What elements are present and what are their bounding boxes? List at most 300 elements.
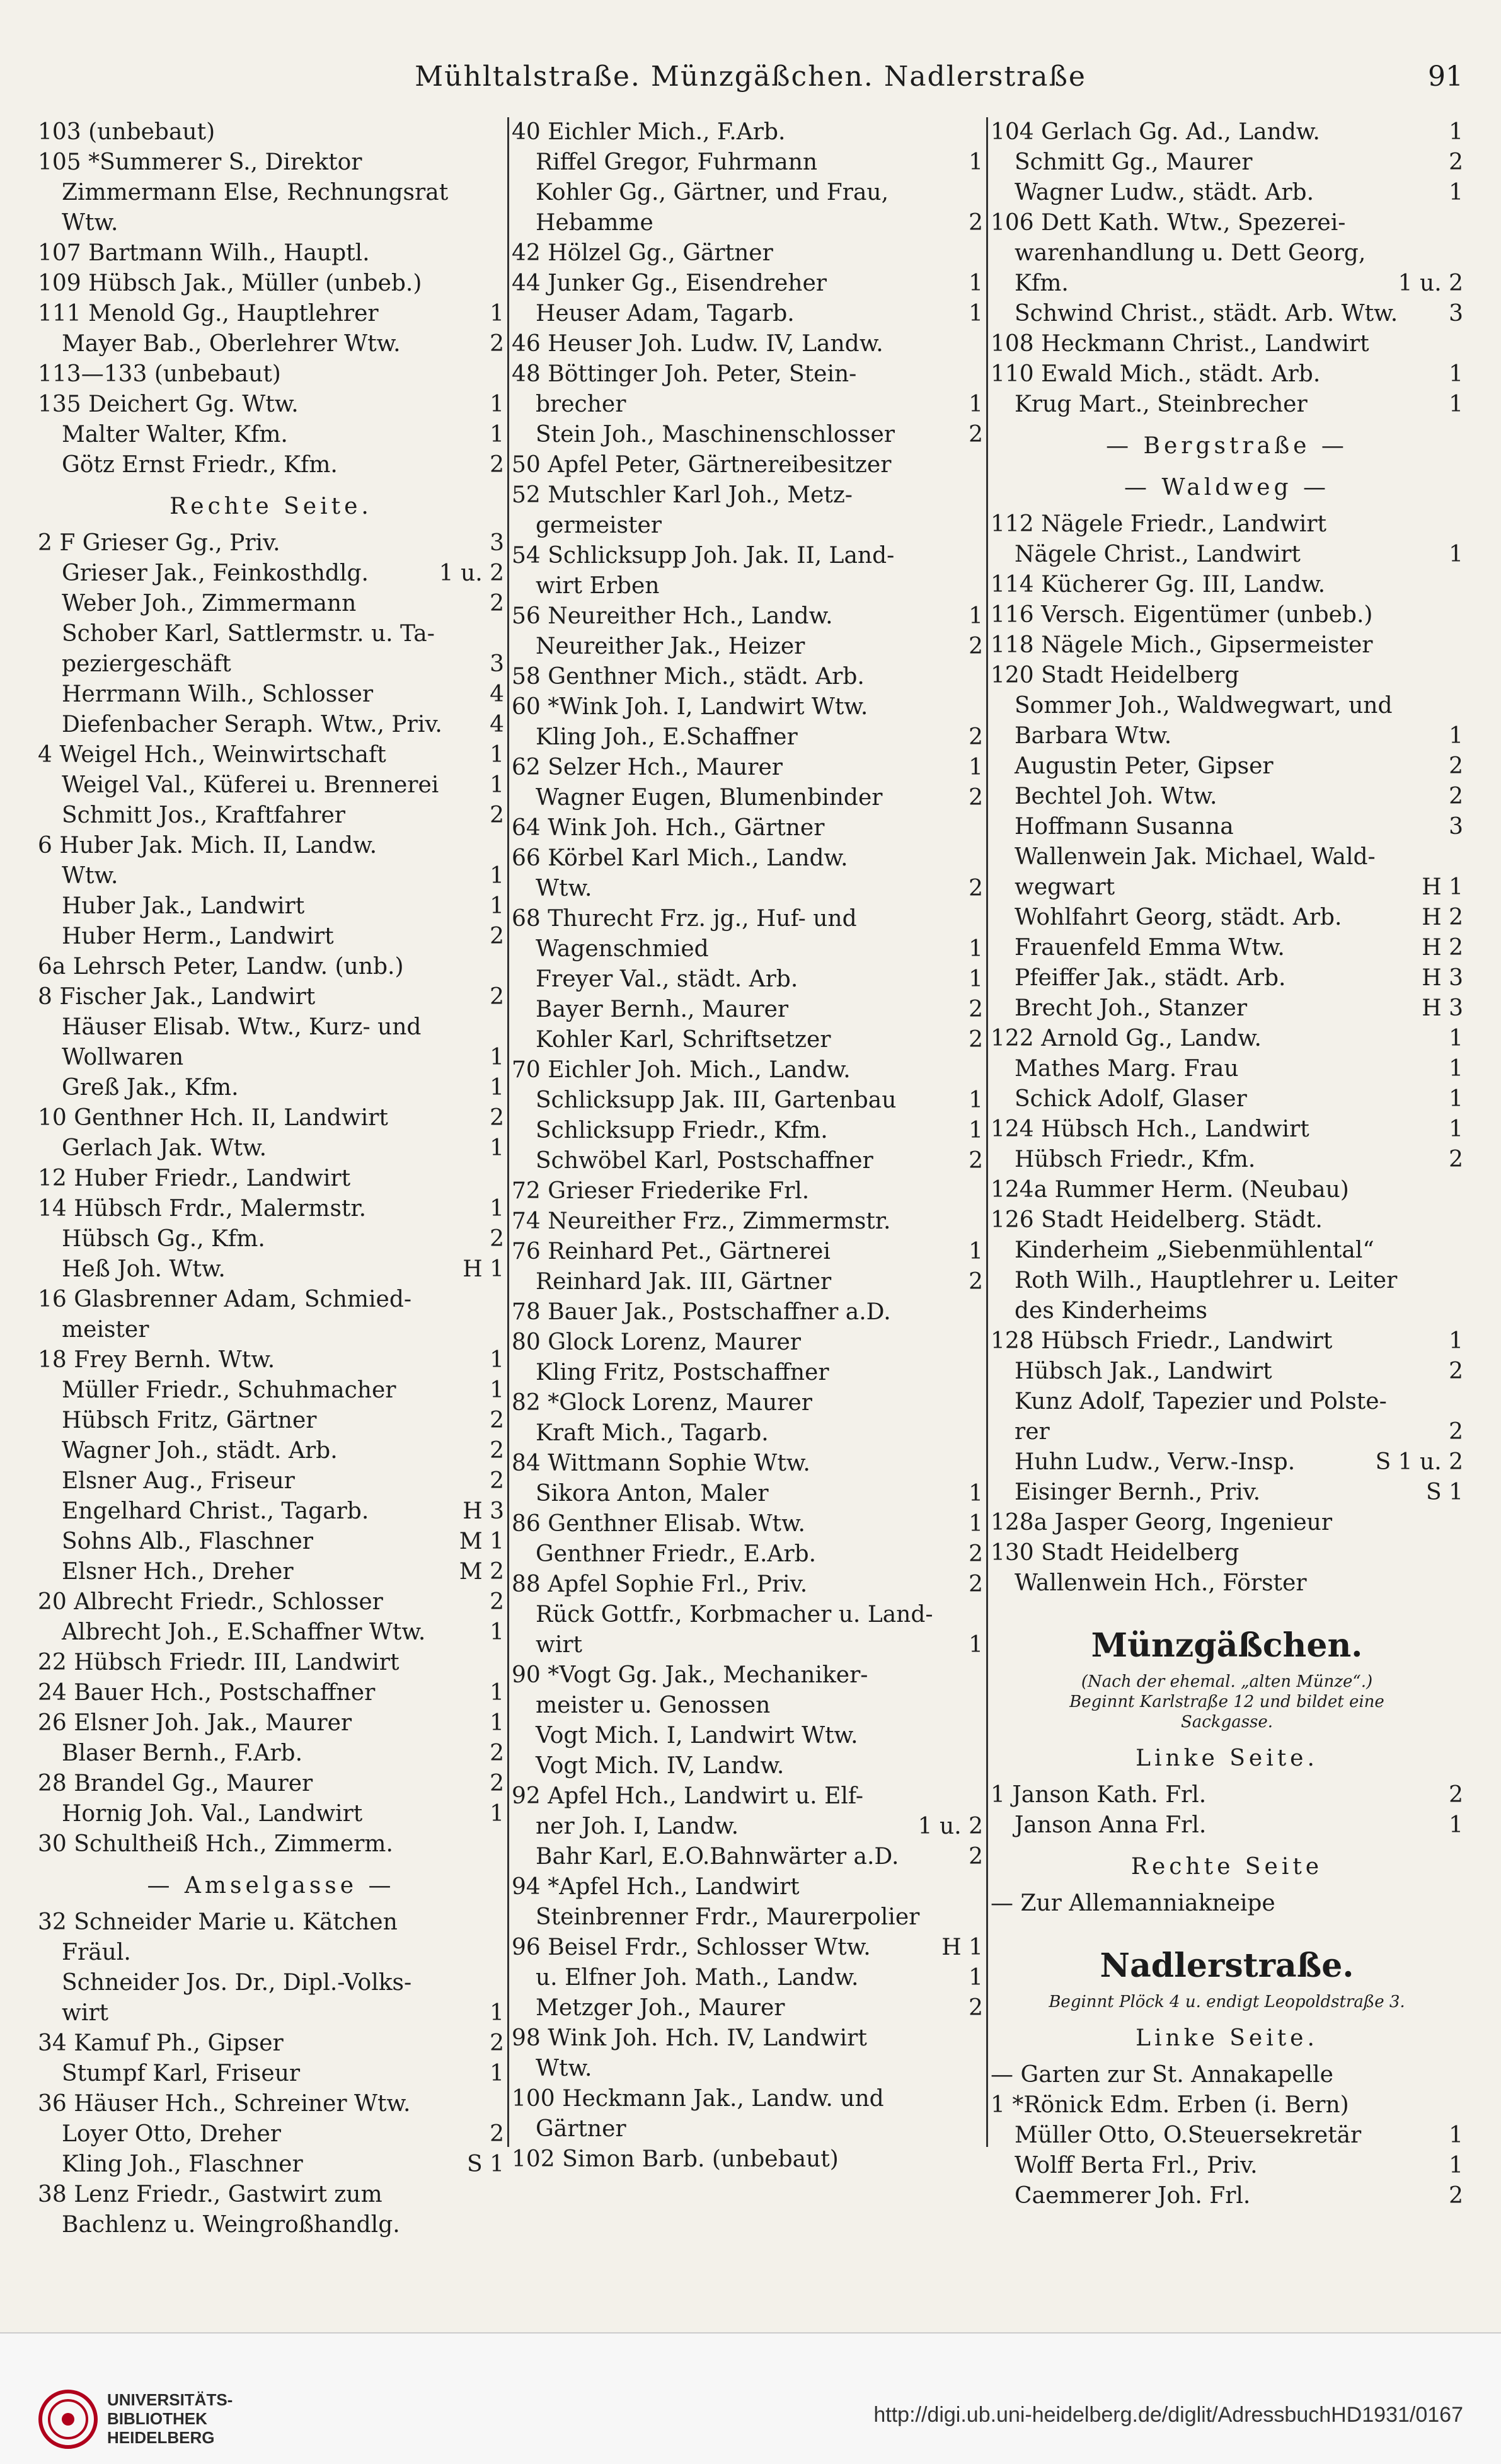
entry-text: u. Elfner Joh. Math., Landw. [536, 1965, 859, 1991]
resident-entry [512, 1116, 983, 1146]
floor-number: 2 [969, 1269, 983, 1295]
resident-entry [38, 1254, 504, 1285]
entry-text: Hoffmann Susanna [1015, 814, 1234, 840]
resident-entry [512, 1751, 983, 1781]
floor-number: 1 [969, 301, 983, 327]
floor-number: 1 [969, 936, 983, 962]
floor-number: H 1 [463, 1256, 504, 1282]
resident-entry [38, 922, 504, 952]
street-heading: Münzgäßchen. [1091, 1626, 1363, 1665]
house-entry [38, 1285, 504, 1315]
floor-number: 2 [969, 1027, 983, 1053]
entry-text: 24 Bauer Hch., Postschaffner [38, 1680, 376, 1706]
entry-text: Hübsch Jak., Landwirt [1015, 1358, 1272, 1384]
entry-text: Mathes Marg. Frau [1015, 1056, 1239, 1082]
entry-text: Kraft Mich., Tagarb. [536, 1420, 769, 1446]
house-entry [512, 269, 983, 299]
floor-number: 2 [490, 984, 504, 1010]
entry-text: Bahr Karl, E.O.Bahnwärter a.D. [536, 1844, 899, 1870]
entry-text: rer [1015, 1419, 1050, 1445]
street-note: Sackgasse. [1180, 1713, 1274, 1732]
entry-text: 70 Eichler Joh. Mich., Landw. [512, 1057, 851, 1083]
floor-number: 1 [490, 2061, 504, 2086]
entry-text: Wagner Ludw., städt. Arb. [1015, 180, 1314, 205]
entry-text: 88 Apfel Sophie Frl., Priv. [512, 1571, 808, 1597]
floor-number: 3 [1449, 814, 1463, 840]
resident-entry [38, 710, 504, 740]
page-title: Mühltalstraße. Münzgäßchen. Nadlerstraße [415, 61, 1086, 93]
street-note: Beginnt Karlstraße 12 und bildet eine [1069, 1692, 1384, 1711]
resident-entry [512, 1902, 983, 1933]
resident-entry [991, 269, 1463, 299]
floor-number: 1 [490, 893, 504, 919]
entry-text: 109 Hübsch Jak., Müller (unbeb.) [38, 270, 422, 296]
floor-number: H 3 [1422, 995, 1463, 1021]
entry-text: 116 Versch. Eigentümer (unbeb.) [991, 602, 1373, 628]
entry-text: 64 Wink Joh. Hch., Gärtner [512, 815, 825, 841]
entry-text: Rück Gottfr., Korbmacher u. Land- [536, 1602, 933, 1628]
floor-number: 1 [490, 1075, 504, 1101]
floor-number: 1 [490, 863, 504, 889]
floor-number: 4 [490, 681, 504, 707]
floor-number: 1 u. 2 [439, 560, 504, 586]
floor-number: H 1 [941, 1935, 983, 1960]
entry-text: Kling Fritz, Postschaffner [536, 1360, 829, 1385]
resident-entry [991, 1084, 1463, 1114]
floor-number: 1 [490, 301, 504, 327]
floor-number: 2 [490, 923, 504, 949]
house-entry [38, 1103, 504, 1133]
resident-entry [991, 993, 1463, 1024]
floor-number: 1 [969, 1239, 983, 1264]
floor-number: 1 u. 2 [917, 1813, 983, 1839]
house-entry [512, 1660, 983, 1691]
entry-text: Frauenfeld Emma Wtw. [1015, 935, 1285, 961]
resident-entry [38, 208, 504, 238]
entry-text: Elsner Hch., Dreher [62, 1559, 294, 1585]
floor-number: H 2 [1422, 935, 1463, 961]
house-entry [512, 813, 983, 843]
house-entry [991, 117, 1463, 147]
resident-entry [38, 1938, 504, 1968]
entry-text: Vogt Mich. IV, Landw. [536, 1753, 785, 1779]
entry-text: Wtw. [62, 863, 118, 889]
resident-entry [512, 511, 983, 541]
house-entry [991, 661, 1463, 691]
floor-number: 1 [1449, 2153, 1463, 2178]
entry-text: 76 Reinhard Pet., Gärtnerei [512, 1239, 831, 1264]
resident-entry [38, 891, 504, 922]
floor-number: 2 [490, 452, 504, 478]
floor-number: 1 [969, 755, 983, 780]
floor-number: 1 [1449, 1328, 1463, 1354]
house-entry [991, 329, 1463, 359]
entry-text: meister [62, 1317, 149, 1343]
resident-entry [512, 2114, 983, 2144]
resident-entry [512, 995, 983, 1025]
house-entry [991, 630, 1463, 661]
floor-number: 2 [490, 1740, 504, 1766]
house-entry [991, 600, 1463, 630]
column-divider [986, 117, 988, 2147]
entry-text: 46 Heuser Joh. Ludw. IV, Landw. [512, 331, 883, 357]
source-url[interactable]: http://digi.ub.uni-heidelberg.de/diglit/AdressbuchHD1931/0167 [873, 2403, 1463, 2427]
resident-entry [991, 1356, 1463, 1387]
entry-text: 114 Kücherer Gg. III, Landw. [991, 572, 1326, 598]
resident-entry [991, 721, 1463, 751]
entry-text: 72 Grieser Friederike Frl. [512, 1178, 810, 1204]
house-entry [991, 1205, 1463, 1235]
section-label: Rechte Seite [1130, 1854, 1323, 1880]
entry-text: 50 Apfel Peter, Gärtnereibesitzer [512, 452, 892, 478]
entry-text: Huhn Ludw., Verw.-Insp. [1015, 1449, 1296, 1475]
entry-text: Schneider Jos. Dr., Dipl.-Volks- [62, 1970, 412, 1996]
resident-entry [512, 1963, 983, 1993]
floor-number: 1 [490, 1044, 504, 1070]
resident-entry [38, 1466, 504, 1496]
entry-text: Heuser Adam, Tagarb. [536, 301, 795, 327]
column-left [38, 117, 504, 2238]
entry-text: Grieser Jak., Feinkosthdlg. [62, 560, 369, 586]
entry-text: 103 (unbebaut) [38, 119, 216, 145]
resident-entry [38, 1998, 504, 2028]
entry-text: 118 Nägele Mich., Gipsermeister [991, 632, 1373, 658]
house-entry [512, 2023, 983, 2054]
house-entry [512, 1206, 983, 1237]
entry-text: Genthner Friedr., E.Arb. [536, 1541, 817, 1567]
entry-text: Blaser Bernh., F.Arb. [62, 1740, 303, 1766]
entry-text: 110 Ewald Mich., städt. Arb. [991, 361, 1321, 387]
entry-text: Hübsch Fritz, Gärtner [62, 1408, 317, 1433]
resident-entry [38, 558, 504, 589]
entry-text: Wallenwein Hch., Förster [1015, 1570, 1307, 1596]
entry-text: 86 Genthner Elisab. Wtw. [512, 1511, 805, 1537]
entry-text: 60 *Wink Joh. I, Landwirt Wtw. [512, 694, 868, 720]
floor-number: 3 [490, 651, 504, 677]
entry-text: 90 *Vogt Gg. Jak., Mechaniker- [512, 1662, 868, 1688]
house-entry [38, 117, 504, 147]
entry-text: Zimmermann Else, Rechnungsrat [62, 180, 449, 205]
house-entry [991, 570, 1463, 600]
entry-text: Sikora Anton, Maler [536, 1481, 769, 1507]
entry-text: Riffel Gregor, Fuhrmann [536, 149, 818, 175]
floor-number: 2 [490, 2121, 504, 2147]
floor-number: 1 [1449, 361, 1463, 387]
resident-entry [512, 1691, 983, 1721]
floor-number: M 2 [459, 1559, 504, 1585]
entry-text: Elsner Aug., Friseur [62, 1468, 295, 1494]
resident-entry [991, 1447, 1463, 1478]
entry-text: 52 Mutschler Karl Joh., Metz- [512, 482, 853, 508]
resident-entry [512, 390, 983, 420]
entry-text: Wohlfahrt Georg, städt. Arb. [1015, 905, 1342, 930]
entry-text: Wagner Joh., städt. Arb. [62, 1438, 338, 1464]
entry-text: Krug Mart., Steinbrecher [1015, 391, 1308, 417]
entry-text: Schmitt Gg., Maurer [1015, 149, 1253, 175]
floor-number: 2 [969, 785, 983, 811]
resident-entry [38, 420, 504, 450]
floor-number: 1 [969, 1632, 983, 1658]
entry-text: 42 Hölzel Gg., Gärtner [512, 240, 773, 266]
resident-entry [512, 420, 983, 450]
street-heading: Nadlerstraße. [1100, 1946, 1354, 1985]
house-entry [512, 753, 983, 783]
entry-text: Augustin Peter, Gipser [1015, 753, 1274, 779]
resident-entry [991, 2181, 1463, 2211]
entry-text: 6 Huber Jak. Mich. II, Landw. [38, 833, 377, 859]
entry-text: Weigel Val., Küferei u. Brennerei [62, 772, 439, 798]
resident-entry [991, 933, 1463, 963]
address-columns [38, 117, 1463, 2238]
entry-text: 128a Jasper Georg, Ingenieur [991, 1510, 1333, 1536]
entry-text: 20 Albrecht Friedr., Schlosser [38, 1589, 383, 1615]
floor-number: 1 [490, 1801, 504, 1827]
entry-text: wirt Erben [536, 573, 660, 599]
house-entry [38, 299, 504, 329]
resident-entry [991, 1266, 1463, 1296]
resident-entry [512, 1993, 983, 2023]
resident-entry [512, 1267, 983, 1297]
resident-entry [38, 1496, 504, 1527]
floor-number: 2 [969, 997, 983, 1022]
house-entry [38, 1648, 504, 1678]
resident-entry [38, 1436, 504, 1466]
house-entry [991, 359, 1463, 390]
entry-text: 66 Körbel Karl Mich., Landw. [512, 845, 848, 871]
resident-entry [512, 147, 983, 178]
house-entry [38, 1345, 504, 1375]
house-entry [512, 1388, 983, 1418]
entry-text: 92 Apfel Hch., Landwirt u. Elf- [512, 1783, 864, 1809]
entry-text: Huber Jak., Landwirt [62, 893, 305, 919]
resident-entry [512, 1085, 983, 1116]
section-label: — Bergstraße — [1106, 433, 1348, 459]
resident-entry [512, 1721, 983, 1751]
resident-entry [38, 1224, 504, 1254]
entry-text: Mayer Bab., Oberlehrer Wtw. [62, 331, 401, 357]
entry-text: Engelhard Christ., Tagarb. [62, 1498, 369, 1524]
resident-entry [38, 1073, 504, 1103]
entry-text: 94 *Apfel Hch., Landwirt [512, 1874, 800, 1900]
house-entry [512, 1781, 983, 1812]
entry-text: Wtw. [536, 876, 592, 901]
floor-number: 2 [969, 1995, 983, 2021]
floor-number: 2 [969, 210, 983, 236]
entry-text: 6a Lehrsch Peter, Landw. (unb.) [38, 954, 404, 980]
floor-number: H 2 [1422, 905, 1463, 930]
entry-text: 16 Glasbrenner Adam, Schmied- [38, 1287, 412, 1312]
resident-entry [38, 178, 504, 208]
entry-text: 111 Menold Gg., Hauptlehrer [38, 301, 379, 327]
house-entry [38, 238, 504, 269]
entry-text: Schwind Christ., städt. Arb. Wtw. [1015, 301, 1398, 327]
house-entry [512, 1570, 983, 1600]
floor-number: 1 [969, 1118, 983, 1143]
resident-entry [38, 1527, 504, 1557]
entry-text: 107 Bartmann Wilh., Hauptl. [38, 240, 370, 266]
house-entry [38, 2089, 504, 2119]
house-entry [512, 450, 983, 480]
entry-text: 122 Arnold Gg., Landw. [991, 1026, 1262, 1051]
floor-number: 1 [1449, 723, 1463, 749]
house-entry [38, 2028, 504, 2059]
entry-text: 113—133 (unbebaut) [38, 361, 281, 387]
entry-text: Eisinger Bernh., Priv. [1015, 1479, 1261, 1505]
column-right [991, 117, 1463, 2209]
entry-text: Wagenschmied [536, 936, 709, 962]
entry-text: wirt [536, 1632, 583, 1658]
entry-text: 84 Wittmann Sophie Wtw. [512, 1450, 810, 1476]
floor-number: 2 [490, 1408, 504, 1433]
entry-text: 34 Kamuf Ph., Gipser [38, 2030, 284, 2056]
floor-number: H 3 [1422, 965, 1463, 991]
entry-text: Kling Joh., E.Schaffner [536, 724, 798, 750]
entry-text: Wtw. [536, 2056, 592, 2081]
house-entry [512, 480, 983, 511]
entry-text: 124 Hübsch Hch., Landwirt [991, 1116, 1309, 1142]
entry-text: Hübsch Friedr., Kfm. [1015, 1147, 1256, 1172]
entry-text: 58 Genthner Mich., städt. Arb. [512, 664, 865, 690]
floor-number: 1 [969, 1965, 983, 1991]
entry-text: Reinhard Jak. III, Gärtner [536, 1269, 832, 1295]
floor-number: 1 [1449, 1056, 1463, 1082]
house-entry [512, 1297, 983, 1327]
floor-number: 1 [1449, 541, 1463, 567]
house-entry [512, 1509, 983, 1539]
floor-number: S 1 u. 2 [1375, 1449, 1463, 1475]
house-entry [991, 208, 1463, 238]
entry-text: Schlicksupp Friedr., Kfm. [536, 1118, 828, 1143]
entry-text: 105 *Summerer S., Direktor [38, 149, 362, 175]
house-entry [512, 1449, 983, 1479]
resident-entry [991, 1145, 1463, 1175]
entry-text: Roth Wilh., Hauptlehrer u. Leiter [1015, 1268, 1398, 1293]
floor-number: 2 [1449, 1782, 1463, 1808]
entry-text: 112 Nägele Friedr., Landwirt [991, 511, 1326, 537]
entry-text: 68 Thurecht Frz. jg., Huf- und [512, 906, 857, 932]
resident-entry [512, 1842, 983, 1872]
floor-number: 1 [1449, 119, 1463, 145]
floor-number: 1 [969, 603, 983, 629]
floor-number: 2 [1449, 1358, 1463, 1384]
entry-text: Schmitt Jos., Kraftfahrer [62, 802, 345, 828]
floor-number: 2 [969, 724, 983, 750]
house-entry [512, 843, 983, 874]
entry-text: 74 Neureither Frz., Zimmermstr. [512, 1208, 891, 1234]
entry-text: 126 Stadt Heidelberg. Städt. [991, 1207, 1323, 1233]
house-entry [991, 1175, 1463, 1205]
house-entry [512, 904, 983, 934]
entry-text: 12 Huber Friedr., Landwirt [38, 1165, 351, 1191]
entry-text: 135 Deichert Gg. Wtw. [38, 391, 299, 417]
house-entry [38, 359, 504, 390]
entry-text: 36 Häuser Hch., Schreiner Wtw. [38, 2091, 411, 2117]
entry-text: germeister [536, 512, 662, 538]
resident-entry [512, 632, 983, 662]
entry-text: Neureither Jak., Heizer [536, 633, 805, 659]
floor-number: H 3 [463, 1498, 504, 1524]
floor-number: 1 [490, 1710, 504, 1736]
entry-text: — Garten zur St. Annakapelle [991, 2062, 1333, 2088]
floor-number: 1 [490, 742, 504, 768]
resident-entry [991, 1387, 1463, 1417]
resident-entry [38, 1406, 504, 1436]
resident-entry [512, 1358, 983, 1388]
entry-text: 14 Hübsch Frdr., Malermstr. [38, 1196, 367, 1222]
floor-number: 1 u. 2 [1398, 270, 1463, 296]
resident-entry [38, 1557, 504, 1587]
resident-entry [512, 208, 983, 238]
resident-entry [991, 903, 1463, 933]
floor-number: 2 [490, 802, 504, 828]
entry-text: 54 Schlicksupp Joh. Jak. II, Land- [512, 543, 895, 569]
house-entry [512, 541, 983, 571]
resident-entry [38, 1133, 504, 1164]
entry-text: 22 Hübsch Friedr. III, Landwirt [38, 1650, 400, 1675]
resident-entry [512, 1146, 983, 1176]
resident-entry [991, 238, 1463, 269]
floor-number: 4 [490, 712, 504, 737]
floor-number: 1 [490, 2000, 504, 2026]
entry-text: Wollwaren [62, 1044, 184, 1070]
floor-number: M 1 [459, 1529, 504, 1554]
resident-entry [38, 1375, 504, 1406]
entry-text: Häuser Elisab. Wtw., Kurz- und [62, 1014, 422, 1040]
entry-text: Götz Ernst Friedr., Kfm. [62, 452, 338, 478]
floor-number: 1 [1449, 1086, 1463, 1112]
entry-text: 26 Elsner Joh. Jak., Maurer [38, 1710, 352, 1736]
resident-entry [512, 1539, 983, 1570]
house-entry [38, 982, 504, 1012]
resident-entry [512, 1418, 983, 1449]
entry-text: 32 Schneider Marie u. Kätchen [38, 1909, 398, 1935]
page-number: 91 [1428, 61, 1463, 93]
resident-entry [38, 1315, 504, 1345]
resident-entry [991, 1810, 1463, 1841]
entry-text: Malter Walter, Kfm. [62, 422, 288, 448]
entry-text: 1 Janson Kath. Frl. [991, 1782, 1207, 1808]
house-entry [38, 1678, 504, 1708]
entry-text: Sohns Alb., Flaschner [62, 1529, 313, 1554]
resident-entry [512, 783, 983, 813]
entry-text: 18 Frey Bernh. Wtw. [38, 1347, 275, 1373]
section-label: Linke Seite. [1136, 2025, 1318, 2051]
entry-text: — Zur Allemanniakneipe [991, 1890, 1275, 1916]
floor-number: 1 [1449, 1116, 1463, 1142]
entry-text: Kinderheim „Siebenmühlental“ [1015, 1237, 1374, 1263]
entry-text: 98 Wink Joh. Hch. IV, Landwirt [512, 2025, 867, 2051]
floor-number: 2 [1449, 784, 1463, 809]
house-entry [38, 1769, 504, 1799]
floor-number: 2 [490, 1589, 504, 1615]
floor-number: 2 [490, 331, 504, 357]
floor-number: 2 [969, 1844, 983, 1870]
resident-entry [512, 1812, 983, 1842]
section-label: Linke Seite. [1136, 1745, 1318, 1771]
entry-text: 2 F Grieser Gg., Priv. [38, 530, 280, 556]
house-entry [512, 2144, 983, 2175]
resident-entry [512, 1479, 983, 1509]
house-entry [991, 1114, 1463, 1145]
entry-text: 30 Schultheiß Hch., Zimmerm. [38, 1831, 393, 1857]
entry-text: wegwart [1015, 874, 1115, 900]
entry-text: Fräul. [62, 1940, 131, 1965]
resident-entry [991, 390, 1463, 420]
entry-text: Weber Joh., Zimmermann [62, 591, 357, 616]
entry-text: meister u. Genossen [536, 1692, 771, 1718]
entry-text: Hübsch Gg., Kfm. [62, 1226, 265, 1252]
street-note: Beginnt Plöck 4 u. endigt Leopoldstraße 3. [1049, 1993, 1405, 2011]
